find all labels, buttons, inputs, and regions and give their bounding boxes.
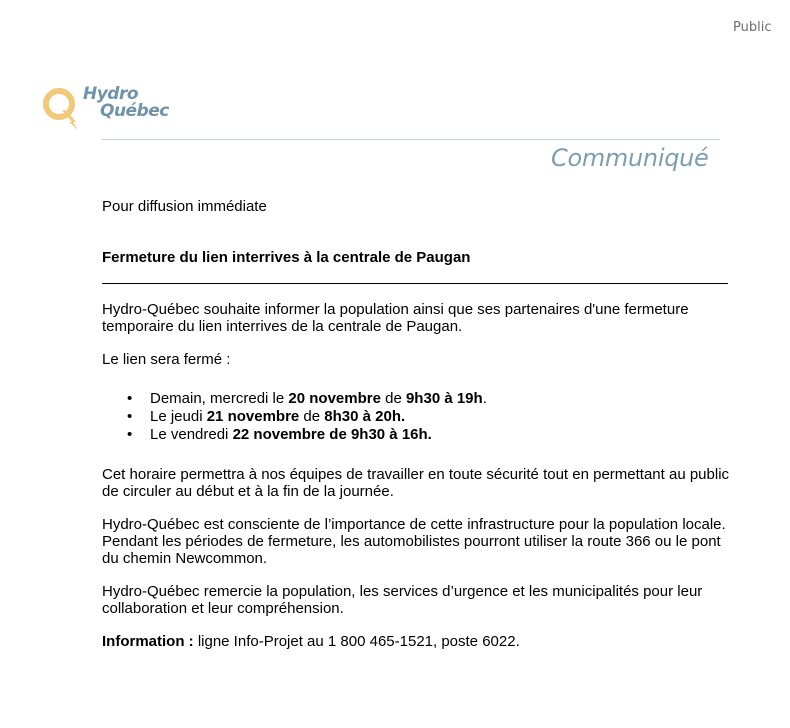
schedule-prefix: Demain, mercredi le [150,390,289,407]
intro-paragraph: Hydro-Québec souhaite informer la population ainsi que ses partenaires d'une fermeture temporaire du lien interrives de la centrale de Paugan. [102,301,689,335]
logo-line-1: Hydro [83,84,139,104]
schedule-time: 8h30 à 20h. [324,408,406,425]
schedule-prefix: Le jeudi [150,408,207,425]
schedule-time: 9h30 à 19h [405,390,483,407]
schedule-suffix: . [482,390,487,407]
communique-heading: Communiqué [551,144,709,172]
infrastructure-paragraph: Hydro-Québec est consciente de l’importance de cette infrastructure pour la population locale. Pendant les périodes de fermeture, les automobilistes pourront utiliser la route 366 ou le pont du chemin Newcommon. [102,516,726,567]
schedule-time: 9h30 à 16h. [350,426,432,443]
bullet-icon: • [127,390,133,407]
schedule-item [127,426,730,444]
schedule-connector: de [380,390,406,407]
logo-line-2: Québec [100,101,169,121]
schedule-connector: de [299,408,325,425]
hydro-quebec-logo [42,86,182,132]
information-label: Information : [102,633,194,650]
schedule-connector: de [325,426,351,443]
header-divider [102,139,720,140]
press-release-body [102,198,730,650]
thanks-paragraph: Hydro-Québec remercie la population, les services d’urgence et les municipalités pour leur collaboration et leur compréhension. [102,583,703,617]
classification-label: Public [733,20,772,35]
schedule-date: 20 novembre [288,390,381,407]
information-text: ligne Info-Projet au 1 800 465-1521, poste 6022. [193,633,520,650]
title-divider [102,283,728,284]
logo-wordmark [83,86,169,120]
release-type: Pour diffusion immédiate [102,198,267,215]
schedule-date: 22 novembre [232,426,326,443]
schedule-item [127,408,730,426]
hydro-quebec-q-logo-icon [42,86,88,132]
bullet-icon: • [127,408,133,425]
information-line [102,633,730,650]
schedule-item [127,390,730,408]
bullet-icon: • [127,426,133,443]
schedule-explanation-paragraph: Cet horaire permettra à nos équipes de travailler en toute sécurité tout en permettant au public de circuler au début et à la fin de la journée. [102,466,730,500]
closure-schedule-list [102,390,730,444]
schedule-prefix: Le vendredi [150,426,233,443]
schedule-date: 21 novembre [206,408,300,425]
closure-label: Le lien sera fermé : [102,351,231,368]
press-release-title: Fermeture du lien interrives à la centrale de Paugan [102,249,471,266]
